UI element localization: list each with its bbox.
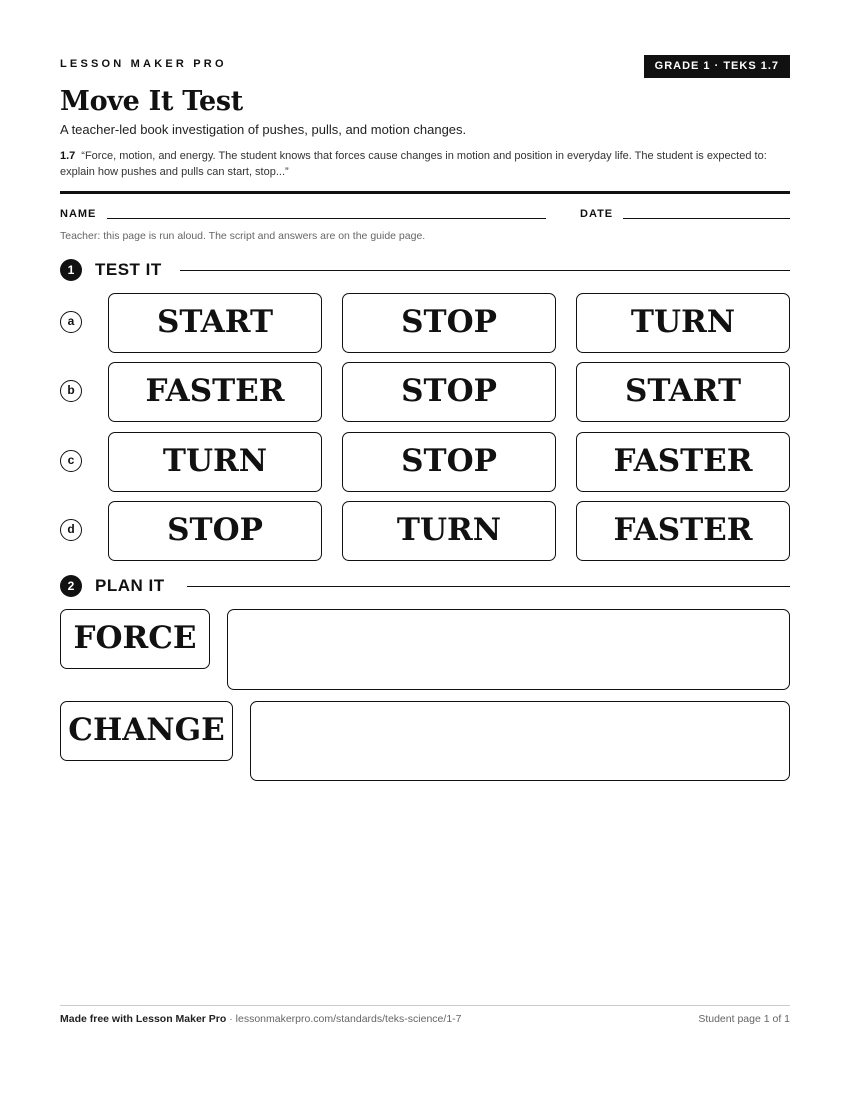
section-number-badge: 1 xyxy=(60,259,82,281)
footer-made-with: Made free with Lesson Maker Pro xyxy=(60,1013,227,1025)
word-card[interactable]: STOP xyxy=(342,362,556,422)
row-letter-badge: d xyxy=(60,519,82,541)
plan-answer-box-force[interactable] xyxy=(227,609,790,690)
word-card[interactable]: TURN xyxy=(108,432,322,492)
plan-word-change: CHANGE xyxy=(60,701,233,761)
test-row-a xyxy=(60,293,790,353)
name-field[interactable] xyxy=(107,218,546,219)
test-row-b xyxy=(60,362,790,422)
standard-code: 1.7 xyxy=(60,150,76,162)
name-label: NAME xyxy=(60,208,97,220)
standard-text: “Force, motion, and energy. The student knows that forces cause changes in motion and position in everyday life. The student is expected to: explain how pushes and pulls can start, stop...” xyxy=(60,150,767,178)
header-divider xyxy=(60,191,790,194)
brand-name: LESSON MAKER PRO xyxy=(60,58,227,70)
page-subtitle: A teacher-led book investigation of pushes, pulls, and motion changes. xyxy=(60,122,467,137)
word-card[interactable]: STOP xyxy=(108,501,322,561)
row-letter-badge: a xyxy=(60,311,82,333)
row-letter-badge: c xyxy=(60,450,82,472)
section-number-badge: 2 xyxy=(60,575,82,597)
section-test-it-header xyxy=(60,259,790,281)
section-title: PLAN IT xyxy=(95,576,165,595)
footer-page-number: Student page 1 of 1 xyxy=(698,1013,790,1025)
word-card[interactable]: TURN xyxy=(342,501,556,561)
word-card[interactable]: TURN xyxy=(576,293,790,353)
word-card[interactable]: STOP xyxy=(342,293,556,353)
test-row-d xyxy=(60,501,790,561)
section-rule xyxy=(187,586,790,587)
word-card[interactable]: FASTER xyxy=(576,501,790,561)
plan-answer-box-change[interactable] xyxy=(250,701,790,781)
test-row-c xyxy=(60,432,790,492)
footer-url[interactable]: · lessonmakerpro.com/standards/teks-science/1-7 xyxy=(226,1013,462,1025)
section-title: TEST IT xyxy=(95,260,162,279)
footer-divider xyxy=(60,1005,790,1006)
page-title: Move It Test xyxy=(60,86,243,117)
worksheet-page xyxy=(60,0,790,1100)
date-field[interactable] xyxy=(623,218,790,219)
date-label: DATE xyxy=(580,208,614,220)
section-plan-it-header xyxy=(60,575,790,597)
word-card[interactable]: START xyxy=(576,362,790,422)
word-card[interactable]: START xyxy=(108,293,322,353)
word-card[interactable]: STOP xyxy=(342,432,556,492)
standard-statement xyxy=(60,148,780,180)
grade-badge: GRADE 1 · TEKS 1.7 xyxy=(644,55,790,78)
word-card[interactable]: FASTER xyxy=(108,362,322,422)
word-card[interactable]: FASTER xyxy=(576,432,790,492)
footer-credit xyxy=(60,1013,462,1025)
section-rule xyxy=(180,270,790,271)
plan-word-force: FORCE xyxy=(60,609,210,669)
teacher-note: Teacher: this page is run aloud. The script and answers are on the guide page. xyxy=(60,230,426,242)
row-letter-badge: b xyxy=(60,380,82,402)
